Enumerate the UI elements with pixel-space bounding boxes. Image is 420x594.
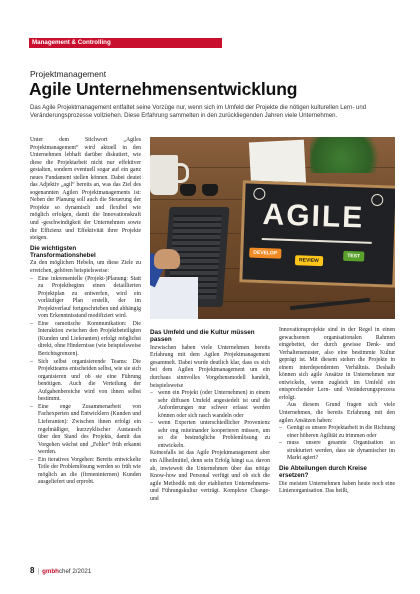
list-item: – wenn Experten unterschiedlicher Provenienz sehr eng miteinander kooperieren müssen, um so die bestmögliche Problemlösung zu entwickeln. xyxy=(150,420,270,450)
gear-icon xyxy=(371,194,383,206)
page-number: 8 xyxy=(30,566,35,575)
list-item: – Sich selbst organisierende Teams: Die Projektteams entscheiden selbst, wie sie sich organisieren und ob sie eine Führung benötigen. Auch die Verteilung der Aufgabenbereiche wird von ihnen selbst bestimmt. xyxy=(30,359,141,404)
condition-list xyxy=(150,390,270,450)
intro-paragraph: Unter dem Stichwort „Agiles Projektmanagement“ wird aktuell in den Unternehmen lebhaft darüber diskutiert, wie diese die Projektarbeit nicht nur effektiver gestalten, sondern eventuell sogar auf ein ganz neues Fundament stellen können. Dabei deutet das Adjektiv „agil“ bereits an, was das Ziel des sogenannten Agilen Projektmanagements ist: Neben der Planung soll auch die Steuerung der Projekte so dynamisch und flexibel wie möglich erfolgen, damit die Innovationskraft und -geschwindigkeit der Unternehmen sowie die Effizienz und Effektivität ihrer Projekte steigen. xyxy=(30,137,141,242)
column-3 xyxy=(279,327,395,496)
list-item: – Ein iteratives Vorgehen: Bereits entwickelte Teile der Problemlösung werden so früh wie möglich an die (firmeninternen) Kunden ausgeliefert und erprobt. xyxy=(30,457,141,487)
list-item: – Eine inkrementelle (Projekt-)Planung: Statt zu Projektbeginn einen detaillierten Projektplan zu entwerfen, wird ein vorläufiger Plan erstellt, der im Projektverlauf fortgeschrieben und abhängig vom Erkenntnisstand modifiziert wird. xyxy=(30,276,141,321)
glasses-image xyxy=(180,184,222,198)
section-heading: Die wichtigsten Transformationshebel xyxy=(30,244,96,260)
question-list xyxy=(279,425,395,463)
tag-develop: DEVELOP xyxy=(249,248,281,259)
issue-number: 2/2021 xyxy=(72,568,92,575)
paragraph: Die meisten Unternehmen haben heute noch eine Linienorganisation. Das heißt, xyxy=(279,480,395,495)
column-1 xyxy=(30,137,141,487)
plant-image xyxy=(310,137,390,173)
page-footer: 8 | gmbhchef 2/2021 xyxy=(30,566,92,575)
list-item: – Eine enge Zusammenarbeit von Fachexperten und Entwicklern (Kunden und Lieferanten): Zwischen ihnen erfolgt ein regelmäßiger, kurzzyklischer Austausch über den Stand des Projekts, damit das Vorgehen wächst und „Fehler“ früh erkannt werden. xyxy=(30,404,141,457)
article-lead: Das Agile Projektmanagement entfaltet seine Vorzüge nur, wenn sich im Umfeld der Projekte die nötigen kulturellen Lern- und Veränderungsprozesse vollziehen. Diese Erfahrung sammelten in den zurückliegenden Jahren viele Unternehmen. xyxy=(30,105,367,120)
hand-image xyxy=(154,249,180,269)
paragraph: Inzwischen haben viele Unternehmen bereits Erfahrung mit dem Agilen Projektmanagement gesammelt. Dabei wurde deutlich klar, dass es sich bei dem Agilen Projektmanagement um ein durchaus sinnvolles Vorgehensmodell handelt, beispielsweise xyxy=(150,344,270,389)
pencil-image xyxy=(290,298,370,310)
list-item: – Genügt es unsere Projektarbeit in die Richtung einer höheren Agilität zu trimmen oder xyxy=(279,425,395,440)
column-2 xyxy=(150,327,270,503)
kicker: Projektmanagement xyxy=(30,69,107,79)
section-heading: Das Umfeld und die Kultur müssen passen xyxy=(150,329,255,344)
lever-list xyxy=(30,276,141,487)
paragraph: Zu den möglichen Hebeln, um diese Ziele zu erreichen, gehören beispielsweise: xyxy=(30,260,141,275)
tag-review: REVIEW xyxy=(295,255,323,266)
article-title: Agile Unternehmensentwicklung xyxy=(29,79,298,99)
list-item: – muss unsere gesamte Organisation so strukturiert werden, dass sie dynamischer im Markt agiert? xyxy=(279,440,395,463)
paragraph: Aus diesem Grund fragen sich viele Unternehmen, die bereits Erfahrung mit den agilen Ansätzen haben: xyxy=(279,402,395,424)
chalkboard xyxy=(239,180,395,287)
section-label: Management & Controlling xyxy=(29,38,222,48)
tag-test: TEST xyxy=(343,251,364,262)
paragraph: Innovationsprojekte sind in der Regel in einen gewachsenen organisationalen Rahmen eingebettet, der durch gewisse Denk- und Verhaltensmuster, also eine bestimmte Kultur geprägt ist. Mit diesem stehen die Projekte in einem interdependenten Verhältnis. Deshalb können sich agile Ansätze in Unternehmen nur entwickeln, wenn zugleich im Umfeld ein entsprechender Lern- und Veränderungsprozess erfolgt. xyxy=(279,327,395,401)
article-photo xyxy=(150,137,395,319)
chart-printout xyxy=(150,277,198,319)
board-text: AGILE xyxy=(262,198,365,235)
paper-sheet xyxy=(249,140,306,187)
list-item: – wenn ein Projekt (oder Unternehmen) in einem sehr diffusen Umfeld angesiedelt ist und die Anforderungen nur schwer erfasst werden können oder sich rasch wandeln oder xyxy=(150,390,270,420)
section-heading: Die Abteilungen durch Kreise ersetzen? xyxy=(279,464,367,480)
magazine-brand-suffix: chef xyxy=(58,568,71,575)
paragraph: Keinesfalls ist das Agile Projektmanagement aber ein Allheilmittel, denn sein Erfolg hängt u.a. davon ab, inwieweit die Unternehmen über das nötige Know-how und Personal verfügt und ob sich die agile Methodik mit der etablierten Unternehmens- und Führungskultur verträgt. Komplexe Change- und xyxy=(150,450,270,502)
coffee-mug-image xyxy=(150,155,178,195)
magazine-brand: gmbh xyxy=(42,568,59,575)
list-item: – Eine osmotische Kommunikation: Die Interaktion zwischen den Projektbeteiligten (Kunden und Lieferanten) erfolgt möglichst direkt, ohne Hindernisse (wie beispielsweise Berichtsgrenzen). xyxy=(30,321,141,359)
